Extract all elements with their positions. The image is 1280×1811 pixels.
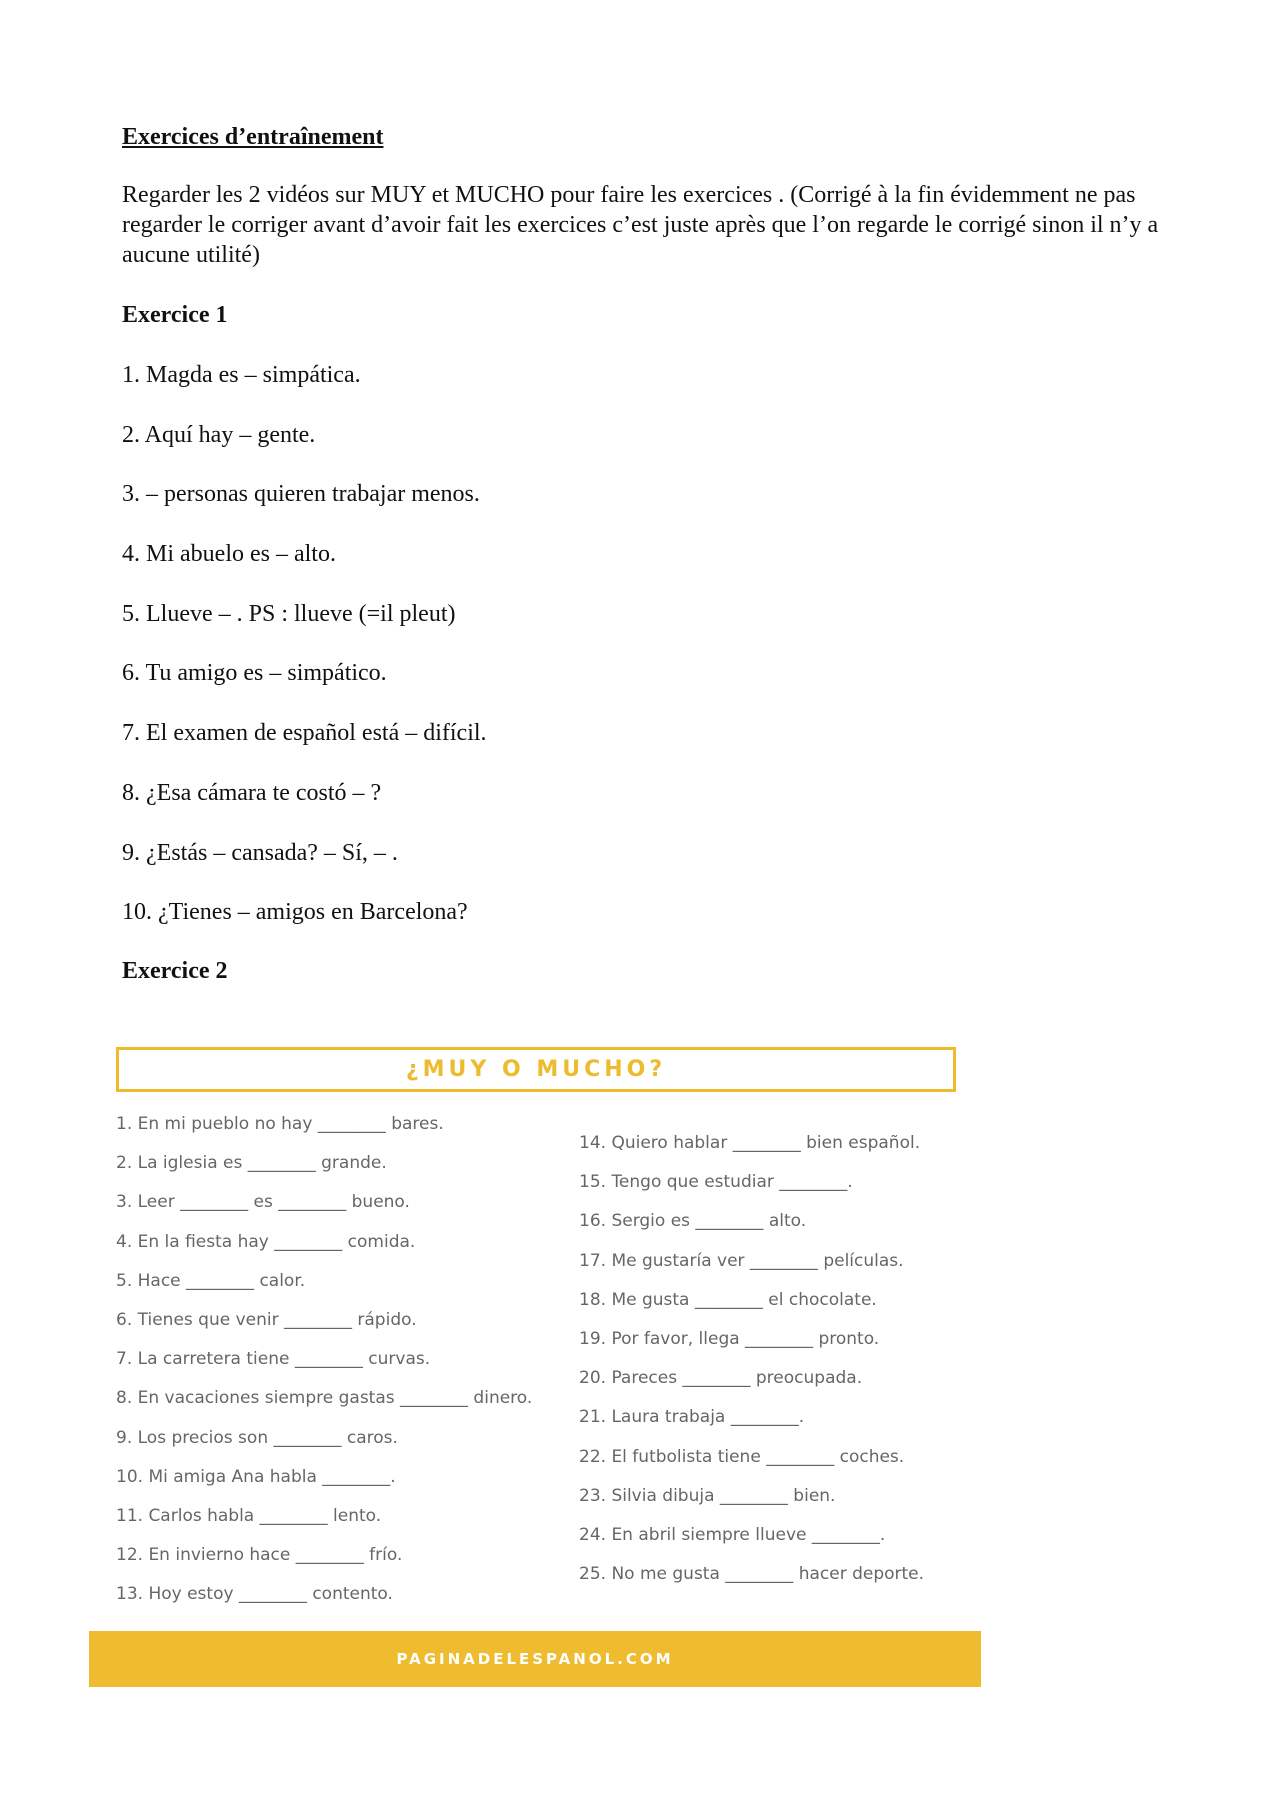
- footer-bar: [89, 1631, 981, 1687]
- exercise1-item: 8. ¿Esa cámara te costó – ?: [122, 779, 382, 806]
- worksheet-item: 9. Los precios son ________ caros.: [116, 1427, 398, 1448]
- worksheet-item: 12. En invierno hace ________ frío.: [116, 1545, 403, 1566]
- worksheet-item: 2. La iglesia es ________ grande.: [116, 1153, 387, 1174]
- exercise1-item: 7. El examen de español está – difícil.: [122, 720, 487, 747]
- exercise1-item: 9. ¿Estás – cansada? – Sí, – .: [122, 839, 398, 866]
- worksheet-item: 19. Por favor, llega ________ pronto.: [579, 1328, 880, 1349]
- exercise1-item: 6. Tu amigo es – simpático.: [122, 660, 387, 687]
- exercise1-item: 10. ¿Tienes – amigos en Barcelona?: [122, 899, 468, 926]
- exercise1-item: 3. – personas quieren trabajar menos.: [122, 481, 480, 508]
- exercise1-item: 4. Mi abuelo es – alto.: [122, 541, 336, 568]
- exercise1-list: [122, 360, 487, 957]
- intro-paragraph: Regarder les 2 vidéos sur MUY et MUCHO pour faire les exercices . (Corrigé à la fin évidemment ne pas regarder le corriger avant d’avoir fait les exercices c’est juste après que l’on regarde le corrigé sinon il n’y a aucune utilité): [122, 182, 1159, 268]
- worksheet-item: 7. La carretera tiene ________ curvas.: [116, 1349, 431, 1370]
- worksheet-title: ¿MUY O MUCHO?: [405, 1057, 667, 1082]
- worksheet-item: 23. Silvia dibuja ________ bien.: [579, 1485, 836, 1506]
- worksheet-item: 8. En vacaciones siempre gastas ________ dinero.: [116, 1388, 533, 1409]
- worksheet-item: 21. Laura trabaja ________.: [579, 1407, 805, 1428]
- exercise1-item: 5. Llueve – . PS : llueve (=il pleut): [122, 600, 456, 627]
- worksheet-item: 25. No me gusta ________ hacer deporte.: [579, 1564, 925, 1585]
- worksheet-item: 17. Me gustaría ver ________ películas.: [579, 1250, 904, 1271]
- document-title: Exercices d’entraînement: [122, 124, 384, 150]
- exercise1-heading: Exercice 1: [122, 302, 228, 328]
- exercise1-item: 1. Magda es – simpática.: [122, 362, 361, 388]
- worksheet-item: 15. Tengo que estudiar ________.: [579, 1172, 853, 1193]
- worksheet-item: 6. Tienes que venir ________ rápido.: [116, 1309, 417, 1330]
- worksheet-item: 1. En mi pueblo no hay ________ bares.: [116, 1114, 444, 1134]
- worksheet-item: 16. Sergio es ________ alto.: [579, 1211, 807, 1232]
- worksheet-item: 18. Me gusta ________ el chocolate.: [579, 1289, 877, 1310]
- footer-website: PAGINADELESPANOL.COM: [396, 1650, 674, 1668]
- worksheet-right-column: [579, 1132, 924, 1602]
- worksheet-item: 14. Quiero hablar ________ bien español.: [579, 1133, 921, 1153]
- worksheet-item: 11. Carlos habla ________ lento.: [116, 1505, 382, 1526]
- exercise2-heading: Exercice 2: [122, 958, 228, 984]
- worksheet-item: 24. En abril siempre llueve ________.: [579, 1524, 886, 1545]
- exercise1-item: 2. Aquí hay – gente.: [122, 421, 316, 448]
- worksheet-item: 4. En la fiesta hay ________ comida.: [116, 1231, 416, 1252]
- worksheet-item: 10. Mi amiga Ana habla ________.: [116, 1466, 396, 1487]
- worksheet-title-box: [116, 1047, 956, 1092]
- worksheet-item: 22. El futbolista tiene ________ coches.: [579, 1446, 905, 1467]
- worksheet-item: 3. Leer ________ es ________ bueno.: [116, 1192, 410, 1213]
- worksheet-item: 5. Hace ________ calor.: [116, 1270, 306, 1291]
- worksheet-item: 13. Hoy estoy ________ contento.: [116, 1584, 393, 1605]
- worksheet-left-column: [116, 1113, 532, 1622]
- worksheet-item: 20. Pareces ________ preocupada.: [579, 1368, 863, 1389]
